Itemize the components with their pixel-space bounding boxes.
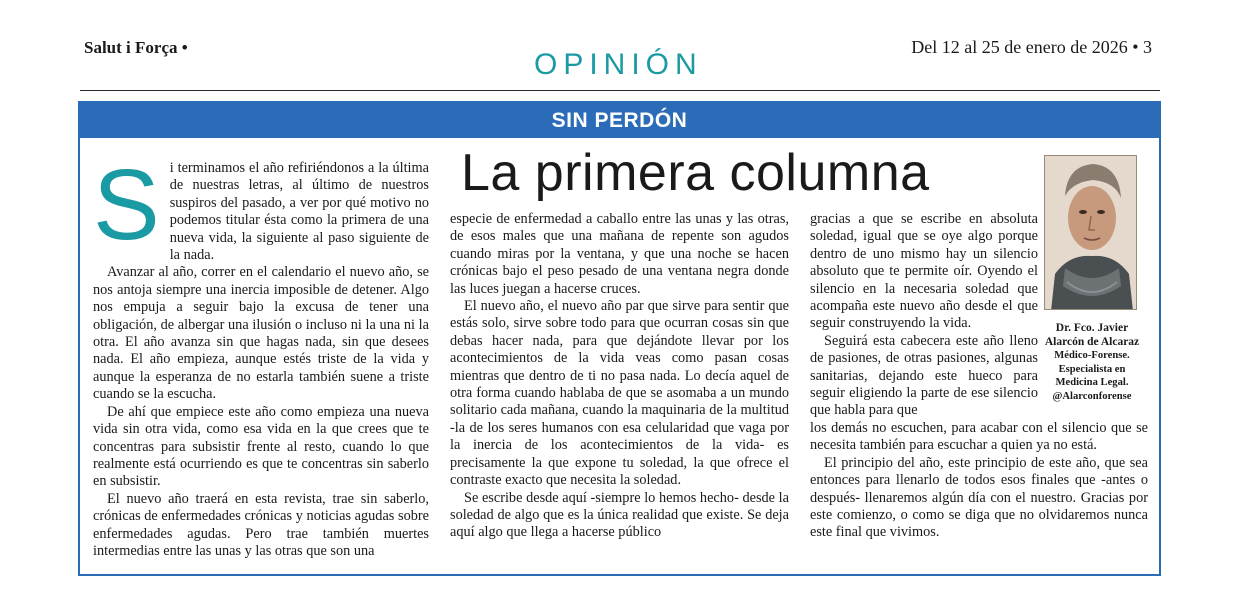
dropcap: S bbox=[93, 149, 160, 261]
header-divider bbox=[80, 90, 1160, 91]
paragraph: los demás no escuchen, para acabar con el silencio que se necesita también para escuchar a quien ya no está. bbox=[810, 419, 1148, 454]
section-title: OPINIÓN bbox=[534, 48, 703, 81]
paragraph: gracias a que se escribe en absoluta soledad, igual que se oye algo porque dentro de uno mismo hay un silencio absoluto que te permite oír. Oyendo el silencio en la necesaria soledad que acompaña este nuevo año desde el que seguir construyendo la vida. bbox=[810, 211, 1038, 332]
article-headline: La primera columna bbox=[461, 144, 930, 202]
author-name: Dr. Fco. Javier Alarcón de Alcaraz bbox=[1044, 322, 1140, 348]
author-photo bbox=[1044, 155, 1137, 310]
paragraph: Avanzar al año, correr en el calendario el nuevo año, se nos antoja siempre una inercia imposible de detener. Algo nos empuja a seguir bajo la excusa de tener una obligación, de albergar una ilusión o incluso ni la una ni la otra. El año avanza sin que hagas nada, sin que desees nada. El año empieza, aunque estés triste de la vida y aunque la esperanza de no estarla también suene a triste cuando se la escucha. bbox=[93, 264, 429, 403]
author-specialty: Especialista en Medicina Legal. bbox=[1055, 363, 1129, 388]
paragraph bbox=[810, 333, 1038, 420]
dateline: Del 12 al 25 de enero de 2026 • 3 bbox=[911, 37, 1152, 57]
article-column-2 bbox=[450, 211, 789, 542]
author-role: Médico-Forense. bbox=[1054, 350, 1130, 361]
paragraph-text: i terminamos el año refiriéndonos a la última de nuestras letras, al último de nuestros suspiros del pasado, a ver por qué motivo no podemos titular ésta como la primera de una nueva vida, la siguiente al paso siguiente de la nada. bbox=[169, 160, 429, 264]
column-band: SIN PERDÓN bbox=[80, 103, 1159, 138]
paragraph: De ahí que empiece este año como empieza una nueva vida sin otra vida, como esa vida en la que crees que te concentras para subsistir frente al resto, cuando lo que realmente está ocurriendo es que te concentras sin saberlo en subsistir. bbox=[93, 403, 429, 490]
paragraph: El nuevo año traerá en esta revista, trae sin saberlo, crónicas de enfermedades crónicas y noticias agudas sobre enfermedades agudas. Pero trae también muertes intermedias entre las unas y las otras que son una bbox=[93, 490, 429, 559]
author-handle: @Alarconforense bbox=[1052, 390, 1132, 402]
article-column-1 bbox=[93, 149, 429, 560]
paragraph-text: Seguirá esta cabecera este año lleno de pasiones, de otras pasiones, algunas sanitarias, dejando este hueco para seguir eligiendo la parte de ese silencio que habla para que bbox=[810, 332, 1038, 419]
paragraph: especie de enfermedad a caballo entre las unas y las otras, de esos males que una mañana de repente son agudos cuando miras por la ventana, y que una noche se hacen crónicas bajo el peso pesado de una ventana negra donde las luces juegan a hacerse cruces. bbox=[450, 211, 789, 297]
paragraph: El principio del año, este principio de este año, que sea entonces para llenarlo de todos esos finales que -antes o después- llenaremos algún día con el nuestro. Gracias por este comienzo, o como se diga que no olvidaremos nunca este final que vivimos. bbox=[810, 454, 1148, 541]
paragraph bbox=[93, 149, 429, 264]
paragraph: Se escribe desde aquí -siempre lo hemos hecho- desde la soledad de algo que es la única realidad que existe. Se deja aquí algo que llega a hacerse público bbox=[450, 489, 789, 541]
author-caption bbox=[1040, 321, 1144, 403]
publication-name: Salut i Força • bbox=[84, 38, 188, 57]
paragraph: El nuevo año, el nuevo año par que sirve para sentir que estás solo, sirve sobre todo para que ocurran cosas sin que debas hacer nada, para que dejándote llevar por los acontecimientos de la vida veas como pasan cosas mientras que dentro de ti no pasa nada. Lo decía aquel de otra forma cuando hablaba de que se asomaba a un mundo solitario cada mañana, cuando la maquinaria de la multitud -la de los seres humanos con esa celularidad que vaga por la inercia de los acontecimientos de la vida- es precisamente la que expone tu soledad, la que ofrece el contraste exacto que necesita la soledad. bbox=[450, 298, 789, 489]
